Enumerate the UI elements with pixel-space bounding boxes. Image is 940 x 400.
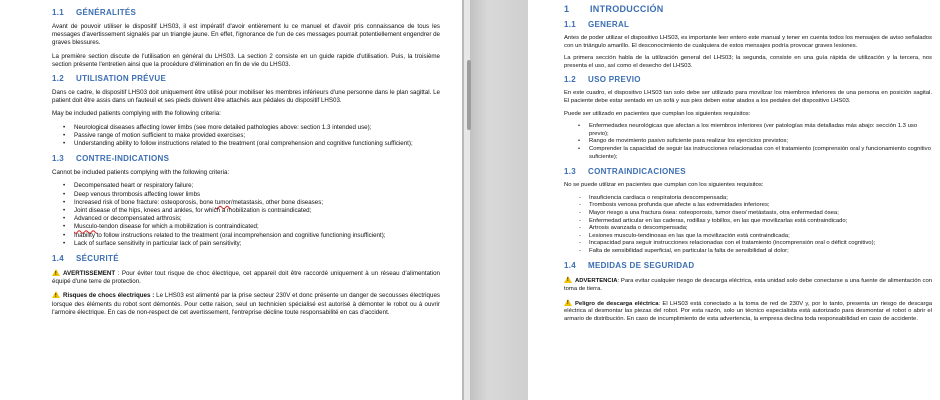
section-heading-1-1: 1.1 GENERAL [564,20,630,29]
spellcheck-word: Musculo [74,223,98,231]
list-item: • Decompensated heart or respiratory failure; [74,182,440,190]
list-item: • Musculo-tendon disease for which a mobilization is contraindicated; [74,223,440,231]
list-item: - Mayor riesgo a una fractura ósea: osteoporosis, tumor óseo/ metástasis, otra enfermedad ósea; [589,210,932,218]
spellcheck-word: tumor [215,198,231,206]
list-item: • Lack of surface sensitivity in particular lack of pain sensitivity; [74,240,440,248]
section-heading-1-2: 1.2 USO PREVIO [564,75,641,85]
scrollbar-thumb[interactable] [467,60,471,130]
section-heading-1-4: 1.4 MEDIDAS DE SEGURIDAD [564,261,695,271]
list-item: • Understanding ability to follow instructions related to the treatment (oral comprehension and cognitive functioning sufficient); [74,140,440,148]
list-item: • Increased risk of bone fracture: osteoporosis, bone tumor/metastasis, other bone diseases; [74,199,440,207]
paragraph: Cannot be included patients complying with the following criteria: [52,169,230,177]
list-item: - Incapacidad para seguir instrucciones relacionadas con el tratamiento (incomprensión oral o déficit cognitivo); [589,240,932,248]
list-item: - Insuficiencia cardiaca o respiratoria descompensada; [589,195,932,203]
section-heading-1-3: 1.3 CONTRE-INDICATIONS [52,154,170,164]
contraindications-list [564,195,932,256]
list-item: - Lesiones musculo-tendinosas en las que la movilización está contraindicada; [589,233,932,241]
list-item: • Deep venous thrombosis affecting lower limbs [74,191,440,199]
list-item: • Inability to follow instructions related to the treatment (oral incomprehension and cognitive functioning insufficient); [74,232,440,240]
list-item: - Artrosis avanzada o descompensada; [589,225,932,233]
paragraph: Puede ser utilizado en pacientes que cumplan los siguientes requisitos: [564,110,751,117]
contraindications-list [52,182,440,248]
section-heading-1-3: 1.3 CONTRAINDICACIONES [564,167,686,177]
paragraph: No se puede utilizar en pacientes que cumplan con los siguientes requisitos: [564,182,764,189]
chapter-heading-1: 1 INTRODUCCIÓN [564,4,664,14]
warning-paragraph: !ADVERTENCIA: Para evitar cualquier riesgo de descarga eléctrica, esta unidad solo debe conectarse a una fuente de alimentación con toma de tierra. [564,276,932,293]
paragraph: La primera sección habla de la utilización general del LHS03; la segunda, consiste en una guía rápida de utilización y la tercera, nos presenta el uso, así como el desecho del LHS03. [564,55,932,69]
warning-triangle-icon [564,276,572,283]
section-heading-1-1: 1.1 GÉNÉRALITÉS [52,8,137,17]
list-item: • Advanced or decompensated arthrosis; [74,215,440,223]
paragraph: En este cuadro, el dispositivo LHS03 tan solo debe ser utilizado para movilizar los miembros inferiores de una persona en posición sagital. El paciente debe estar sentado en un sofá y sus pies deben estar atados a los pedales del dispositivo LHS03. [564,90,932,104]
vertical-scrollbar[interactable] [464,0,470,400]
list-item: • Joint disease of the hips, knees and ankles, for which a mobilization is contraindicated; [74,207,440,215]
page-gap [462,0,528,400]
list-item: - Enfermedad articular en las caderas, rodillas y tobillos, en las que movilizarlas está contraindicado; [589,218,932,226]
paragraph: Dans ce cadre, le dispositif LHS03 doit uniquement être utilisé pour mobiliser les membres inférieurs d'une personne dans le plan sagittal. Le patient doit être assis dans un fauteuil et ses pieds doivent être attachés aux pédales du dispositif LHS03. [52,89,440,105]
list-item: • Neurological diseases affecting lower limbs (see more detailed pathologies above: section 1.3 intended use); [74,124,440,132]
warning-triangle-icon [52,291,60,298]
list-item: • Passive range of motion sufficient to make provided exercises; [74,132,440,140]
warning-paragraph: !Peligro de descarga eléctrica: El LHS03 está conectado a la toma de red de 230V y, por lo tanto, presenta un riesgo de descarga eléctrica al desmontar las piezas del robot. Por esta razón, solo un técnico especialista está autorizado para desmontar el robot o abrir el armario de distribución. En caso de incumplimiento de esta advertencia, la empresa declina toda responsabilidad en caso de accidente. [564,299,932,324]
paragraph: May be included patients complying with the following criteria: [52,110,221,118]
list-item: • Comprender la capacidad de seguir las instrucciones relacionadas con el tratamiento (comprensión oral y funcionamiento cognitivo suficiente); [589,146,932,161]
document-page-spanish [528,0,940,400]
list-item: - Falta de sensibilidad superficial, en particular la falta de sensibilidad al dolor; [589,248,932,256]
list-item: • Enfermedades neurológicas que afectan a los miembros inferiores (ver patologías más detalladas más abajo: sección 1.3 uso previo); [589,123,932,138]
warning-paragraph: !AVERTISSEMENT : Pour éviter tout risque de choc électrique, cet appareil doit être raccordé uniquement à un réseau d'alimentation équipé d'une terre de protection. [52,269,440,286]
document-page-french [0,0,462,400]
criteria-list [564,123,932,161]
criteria-list [52,124,440,149]
warning-triangle-icon [52,269,60,276]
paragraph: Antes de poder utilizar el dispositivo LHS03, es importante leer entero este manual y tener en cuenta todos los mensajes de aviso señalados con un triángulo amarillo. El desconocimiento de cualquiera de estos mensajes podría provocar graves lesiones. [564,35,932,49]
paragraph: La première section discute de l'utilisation en général du LHS03. La section 2 consiste en un guide rapide d'utilisation. Puis, la troisième section présente l'entretien ainsi que la procédure d'élimination en fin de vie du LHS03. [52,52,440,68]
paragraph: Avant de pouvoir utiliser le dispositif LHS03, il est impératif d'avoir entièrement lu ce manuel et d'avoir pris connaissance de tous les messages d'avertissement signalés par un triangle jaune. En effet, l'ignorance de l'un de ces messages pourrait potentiellement engendrer de graves blessures. [52,23,440,47]
warning-paragraph: !Risques de chocs électriques : Le LHS03 est alimenté par la prise secteur 230V et donc présente un danger de secousses électriques lorsque des éléments du robot sont démontés. Pour cette raison, seul un technicien spécialisé est autorisé à démonter le robot ou à ouvrir l'armoire électrique. En cas de non-respect de cet avertissement, l'entreprise décline toute responsabilité en cas d'accident. [52,291,440,317]
list-item: - Trombosis venosa profunda que afecte a las extremidades inferiores; [589,202,932,210]
section-heading-1-2: 1.2 UTILISATION PRÉVUE [52,74,167,84]
section-heading-1-4: 1.4 SÉCURITÉ [52,254,119,264]
list-item: • Rango de movimiento pasivo suficiente para realizar los ejercicios previstos; [589,138,932,146]
warning-triangle-icon [564,299,572,306]
